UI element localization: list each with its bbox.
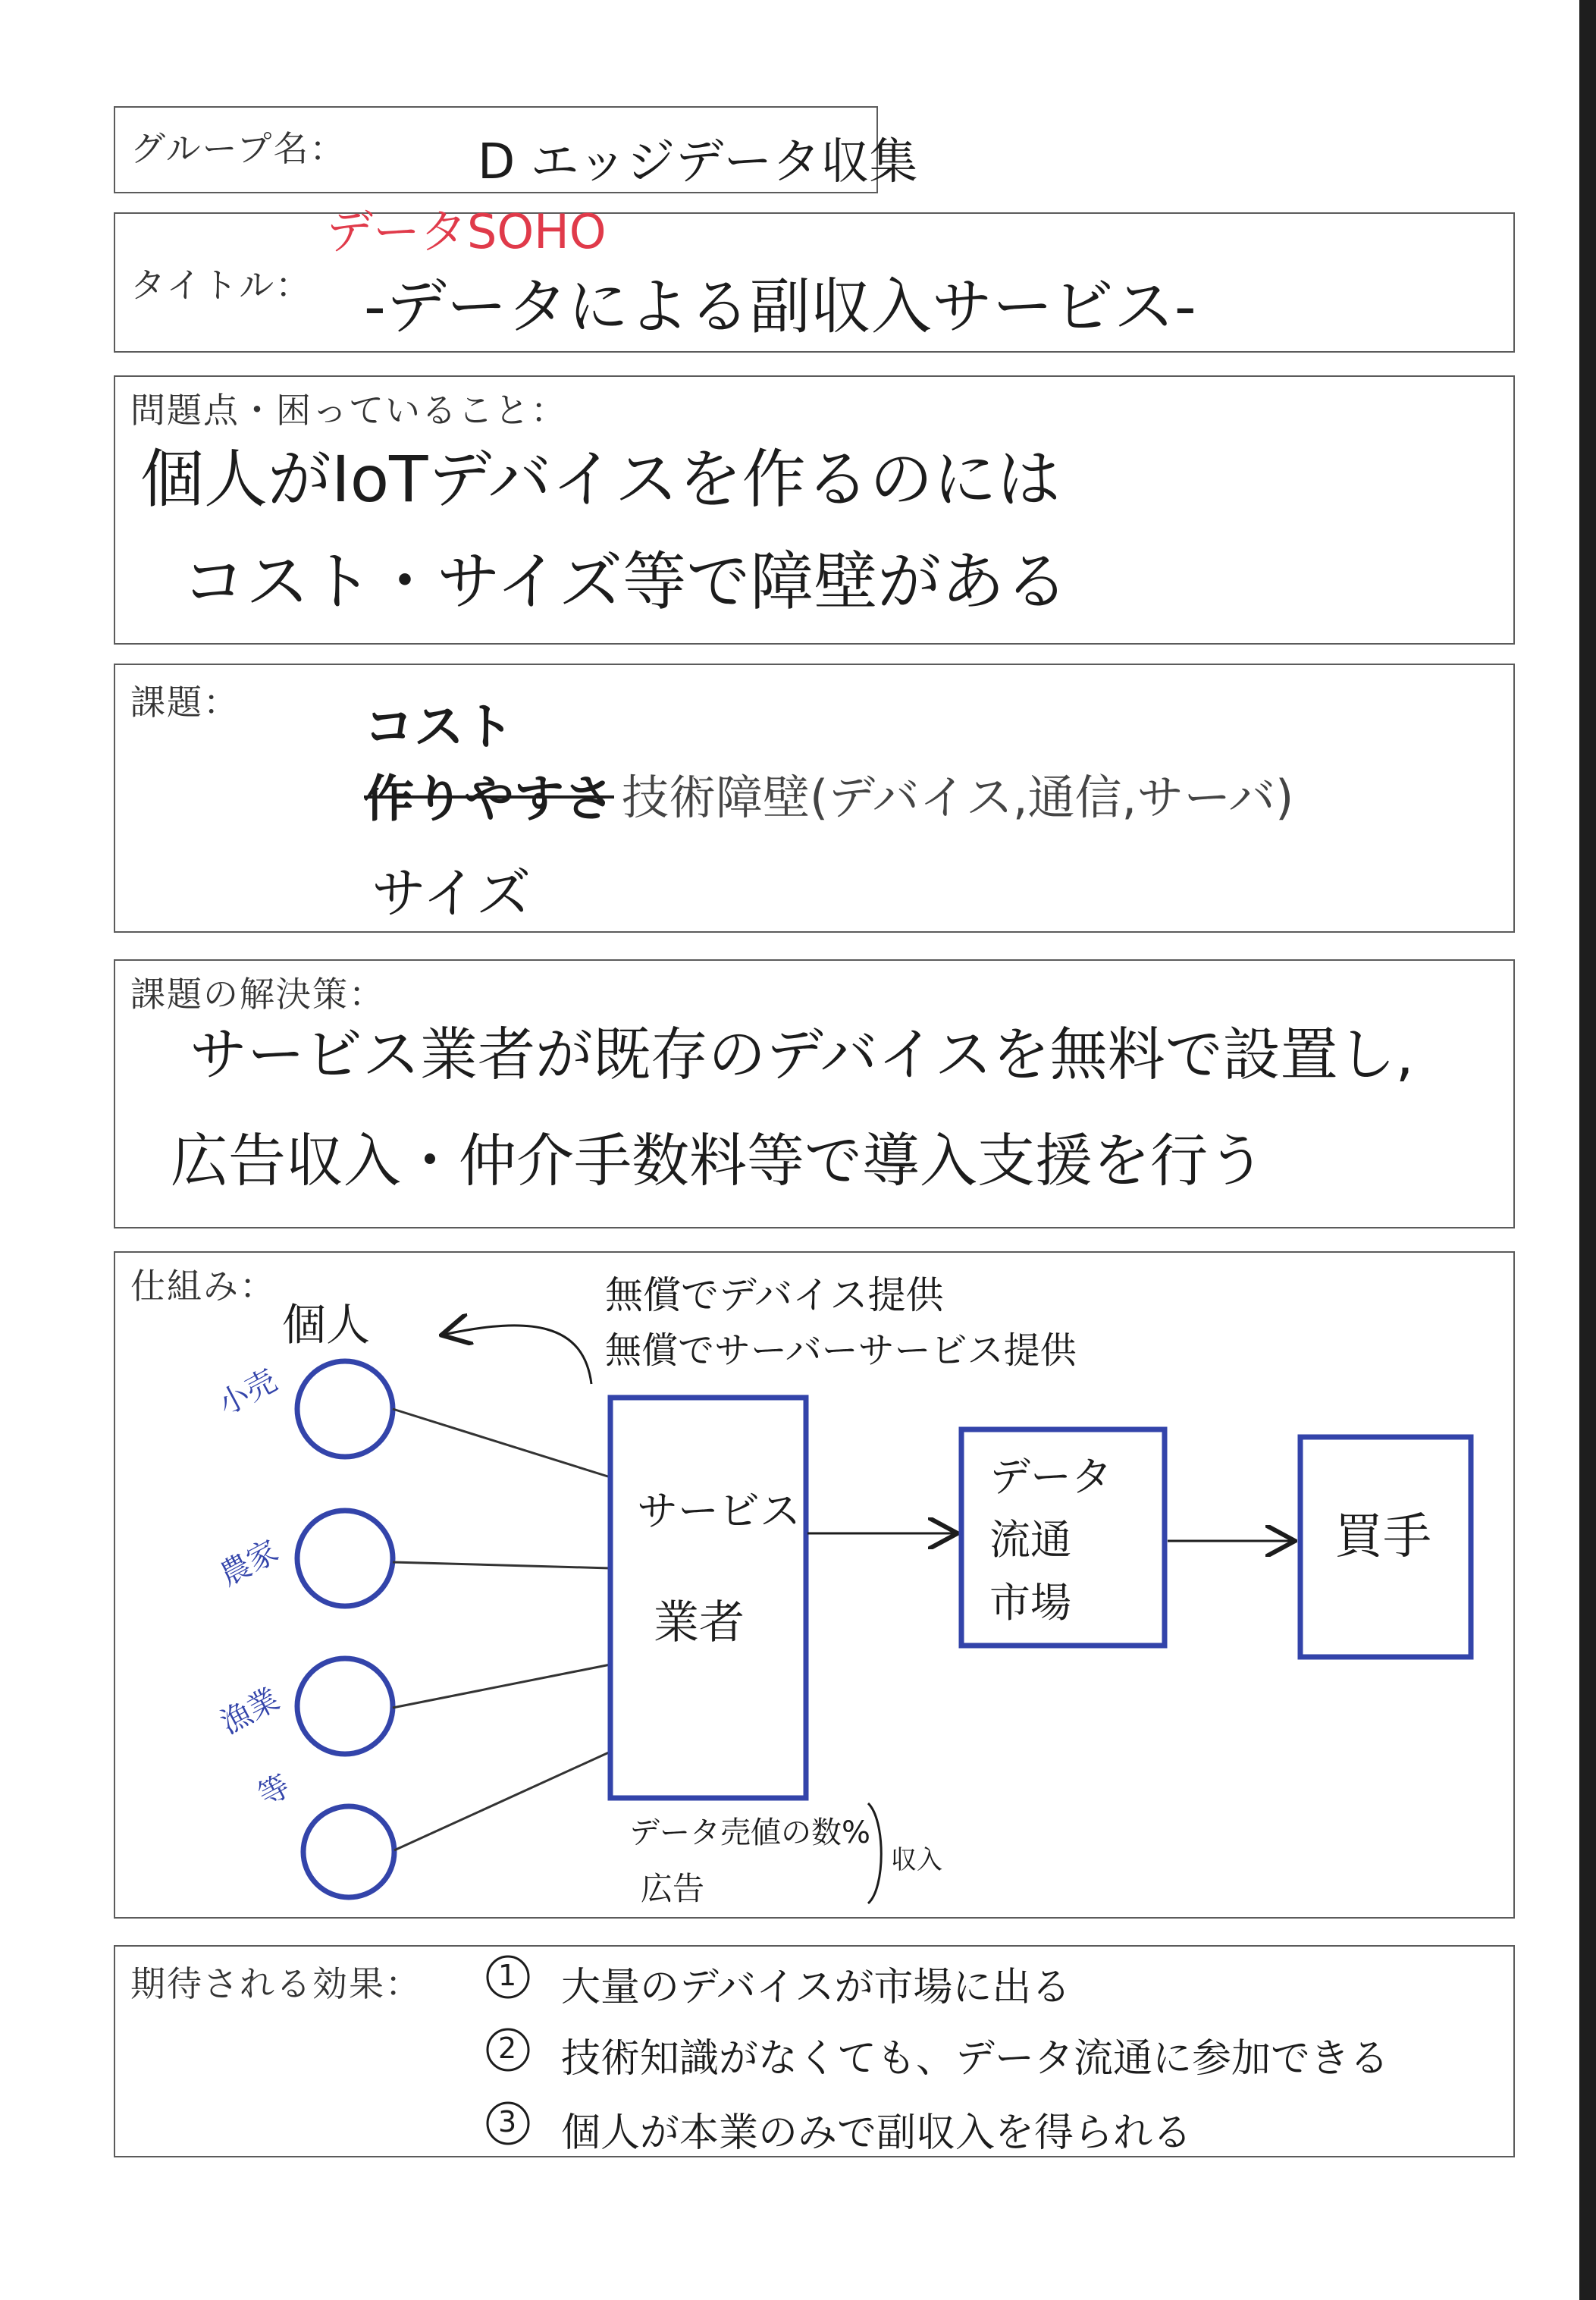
provider-label-1: サービス — [637, 1487, 801, 1535]
solution-line-2: 広告収入・仲介手数料等で導入支援を行う — [171, 1127, 1265, 1194]
title-value: ‐データによる副収入サービス‐ — [364, 271, 1196, 342]
solution-line-1: サービス業者が既存のデバイスを無料で設置し, — [190, 1021, 1414, 1088]
buyer-label: 買手 — [1334, 1509, 1431, 1565]
effect-text-3: 個人が本業のみで副収入を得られる — [561, 2110, 1193, 2156]
revenue-brace-label: 収入 — [891, 1845, 942, 1875]
revenue-item-1: データ売値の数% — [629, 1815, 871, 1850]
mechanism-note-2: 無償でサーバーサービス提供 — [605, 1329, 1077, 1372]
effect-text-1: 大量のデバイスが市場に出る — [561, 1965, 1071, 2010]
market-label-2: 流通 — [989, 1516, 1071, 1564]
effects-label: 期待される効果： — [130, 1963, 422, 2004]
problem-line-2: コスト・サイズ等で障壁がある — [182, 544, 1069, 619]
task-item-2: 技術障壁(デバイス,通信,サーバ) — [622, 770, 1294, 825]
circle-label-farmer: 農家 — [214, 1533, 284, 1593]
tasks-label: 課題： — [130, 682, 240, 723]
solution-label: 課題の解決策： — [130, 974, 385, 1015]
mechanism-label: 仕組み： — [130, 1266, 276, 1307]
page-edge-shadow — [1579, 0, 1596, 2300]
provider-label-2: 業者 — [654, 1596, 745, 1649]
task-item-3: サイズ — [372, 861, 531, 925]
task-item-2-struck: 作りやすさ — [364, 758, 614, 830]
group-name-label: グループ名： — [130, 128, 346, 169]
task-item-1: コスト — [364, 698, 514, 756]
circle-label-etc: 等 — [252, 1768, 296, 1814]
problem-line-1: 個人がIoTデバイスを作るのには — [140, 442, 1061, 516]
individual-label: 個人 — [282, 1299, 371, 1351]
problem-label: 問題点・困っていること： — [130, 390, 567, 431]
revenue-item-2: 広告 — [641, 1870, 705, 1907]
title-label: タイトル： — [130, 265, 312, 306]
title-annotation: データSOHO — [326, 204, 607, 259]
market-label-1: データ — [989, 1453, 1112, 1501]
group-name-value: D エッジデータ収集 — [478, 134, 918, 190]
effect-text-2: 技術知識がなくても、データ流通に参加できる — [561, 2036, 1390, 2082]
market-label-3: 市場 — [989, 1579, 1071, 1627]
effect-number-3: 3 — [498, 2105, 517, 2138]
effect-number-1: 1 — [498, 1959, 517, 1992]
mechanism-note-1: 無償でデバイス提供 — [605, 1273, 944, 1317]
circle-label-retail: 小売 — [212, 1363, 283, 1423]
circle-label-fishery: 漁業 — [215, 1681, 285, 1741]
effect-number-2: 2 — [498, 2032, 517, 2065]
